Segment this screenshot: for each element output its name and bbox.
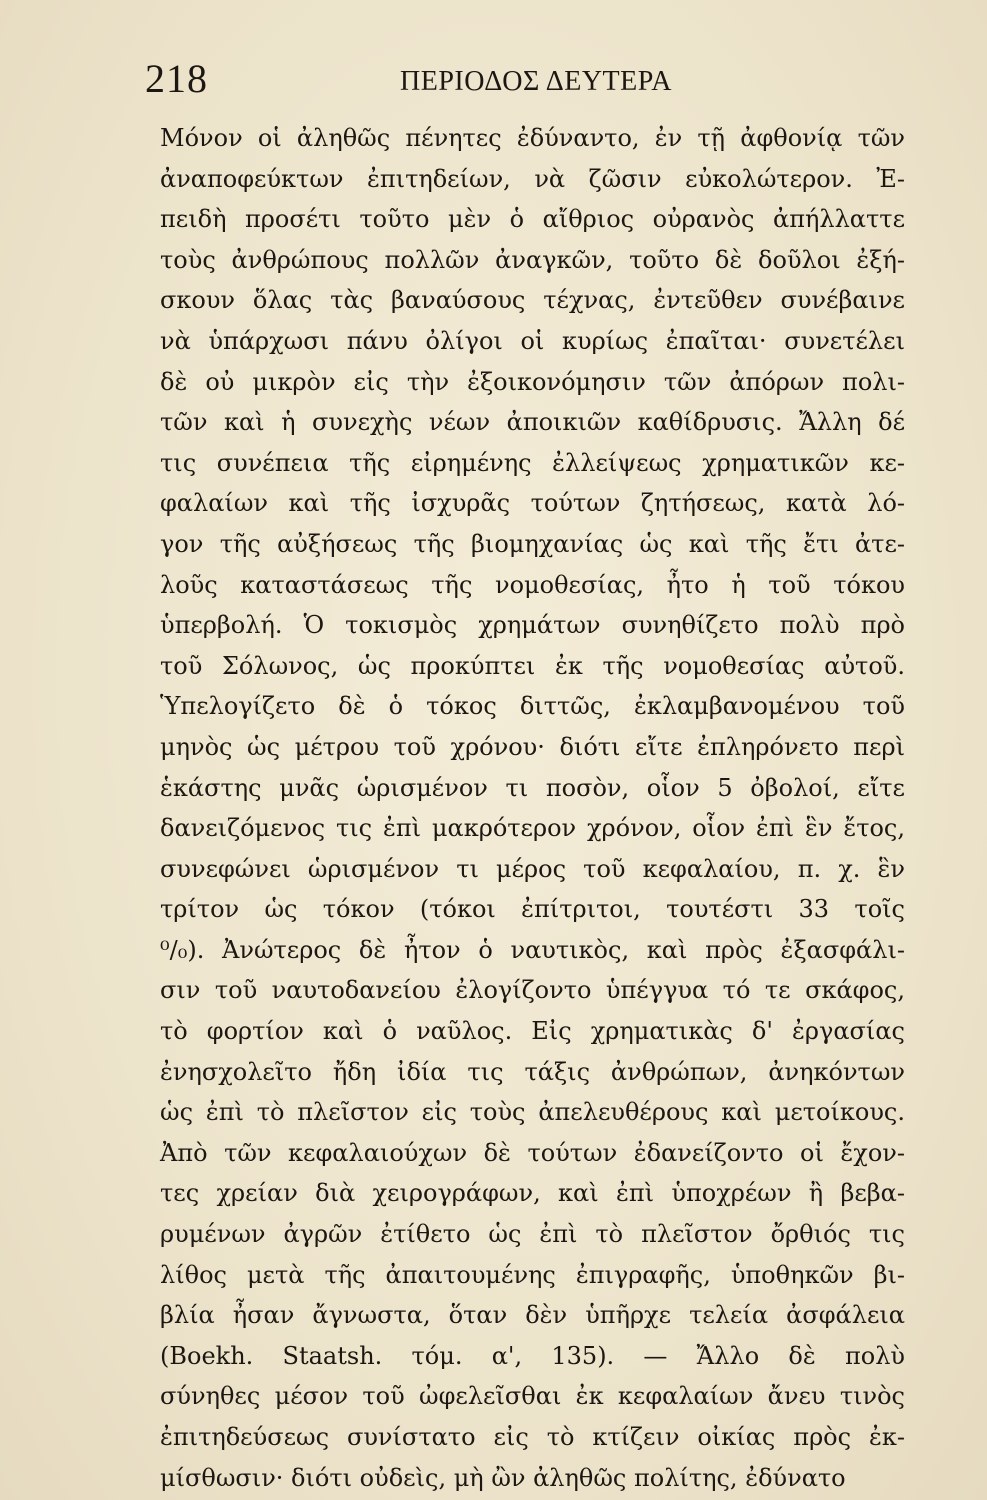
text-line: ρυμένων ἀγρῶν ἐτίθετο ὡς ἐπὶ τὸ πλεῖστον ὄρθιός τις (160, 1220, 905, 1249)
running-head: ΠΕΡΙΟΔΟΣ ΔΕΥΤΕΡΑ (400, 66, 673, 97)
text-line: τῶν καὶ ἡ συνεχὴς νέων ἀποικιῶν καθίδρυσις. Ἄλλη δέ (160, 408, 905, 437)
text-line: σύνηθες μέσον τοῦ ὠφελεῖσθαι ἐκ κεφαλαίων ἄνευ τινὸς (160, 1382, 905, 1411)
text-line: πειδὴ προσέτι τοῦτο μὲν ὁ αἴθριος οὐρανὸς ἀπήλλαττε (160, 205, 905, 234)
text-line: Μόνον οἱ ἀληθῶς πένητες ἐδύναντο, ἐν τῇ ἀφθονίᾳ τῶν (160, 124, 905, 152)
text-line: ὡς ἐπὶ τὸ πλεῖστον εἰς τοὺς ἀπελευθέρους καὶ μετοίκους. (160, 1098, 905, 1127)
text-line: δὲ οὐ μικρὸν εἰς τὴν ἐξοικονόμησιν τῶν ἀπόρων πολι- (160, 367, 905, 396)
text-line: ἐνησχολεῖτο ἤδη ἰδία τις τάξις ἀνθρώπων, ἀνηκόντων (160, 1057, 905, 1086)
text-line: (Boekh. Staatsh. τόμ. α', 135). — Ἄλλο δὲ πολὺ (160, 1341, 905, 1370)
text-line: μηνὸς ὡς μέτρου τοῦ χρόνου· διότι εἴτε ἐπληρόνετο περὶ (160, 732, 905, 761)
text-line: τρίτον ὡς τόκον (τόκοι ἐπίτριτοι, τουτέστι 33 τοῖς (160, 895, 905, 924)
text-line: τὸ φορτίον καὶ ὁ ναῦλος. Εἰς χρηματικὰς δ' ἐργασίας (160, 1017, 905, 1046)
text-line: σιν τοῦ ναυτοδανείου ἐλογίζοντο ὑπέγγυα τό τε σκάφος, (160, 976, 905, 1005)
text-line: βλία ἦσαν ἄγνωστα, ὅταν δὲν ὑπῆρχε τελεία ἀσφάλεια (160, 1301, 905, 1330)
text-line: λοῦς καταστάσεως τῆς νομοθεσίας, ἦτο ἡ τοῦ τόκου (160, 570, 905, 599)
text-line: ⁰/₀). Ἀνώτερος δὲ ἦτον ὁ ναυτικὸς, καὶ πρὸς ἐξασφάλι- (160, 935, 905, 964)
text-line: νὰ ὑπάρχωσι πάνυ ὀλίγοι οἱ κυρίως ἐπαῖται· συνετέλει (160, 326, 905, 355)
text-line: συνεφώνει ὡρισμένον τι μέρος τοῦ κεφαλαίου, π. χ. ἓν (160, 854, 905, 883)
text-line: τις συνέπεια τῆς εἰρημένης ἐλλείψεως χρηματικῶν κε- (160, 448, 905, 477)
text-line: μίσθωσιν· διότι οὐδεὶς, μὴ ὢν ἀληθῶς πολίτης, ἐδύνατο (160, 1463, 846, 1492)
page-number: 218 (145, 56, 208, 101)
page-header (145, 54, 905, 104)
text-line: λίθος μετὰ τῆς ἀπαιτουμένης ἐπιγραφῆς, ὑποθηκῶν βι- (160, 1260, 905, 1289)
text-line: τοῦ Σόλωνος, ὡς προκύπτει ἐκ τῆς νομοθεσίας αὐτοῦ. (160, 651, 905, 680)
text-line: σκουν ὅλας τὰς βαναύσους τέχνας, ἐντεῦθεν συνέβαινε (160, 286, 905, 315)
text-line: γον τῆς αὐξήσεως τῆς βιομηχανίας ὡς καὶ τῆς ἔτι ἀτε- (160, 529, 905, 558)
text-line: ἐπιτηδεύσεως συνίστατο εἰς τὸ κτίζειν οἰκίας πρὸς ἐκ- (160, 1423, 905, 1451)
text-line: ὑπερβολή. Ὁ τοκισμὸς χρημάτων συνηθίζετο πολὺ πρὸ (160, 611, 905, 640)
text-line: δανειζόμενος τις ἐπὶ μακρότερον χρόνον, οἷον ἐπὶ ἓν ἔτος, (160, 814, 905, 843)
body-text (160, 118, 905, 1498)
text-line: Ὑπελογίζετο δὲ ὁ τόκος διττῶς, ἐκλαμβανομένου τοῦ (160, 692, 905, 721)
text-line: τες χρείαν διὰ χειρογράφων, καὶ ἐπὶ ὑποχρέων ἢ βεβα- (160, 1179, 905, 1208)
text-line: ἀναποφεύκτων ἐπιτηδείων, νὰ ζῶσιν εὐκολώτερον. Ἐ- (160, 164, 905, 193)
text-line: φαλαίων καὶ τῆς ἰσχυρᾶς τούτων ζητήσεως, κατὰ λό- (160, 489, 905, 518)
text-line: τοὺς ἀνθρώπους πολλῶν ἀναγκῶν, τοῦτο δὲ δοῦλοι ἐξή- (160, 245, 905, 274)
text-line: ἑκάστης μνᾶς ὡρισμένον τι ποσὸν, οἷον 5 ὀβολοί, εἴτε (160, 773, 905, 802)
text-line: Ἀπὸ τῶν κεφαλαιούχων δὲ τούτων ἐδανείζοντο οἱ ἔχον- (160, 1138, 905, 1167)
